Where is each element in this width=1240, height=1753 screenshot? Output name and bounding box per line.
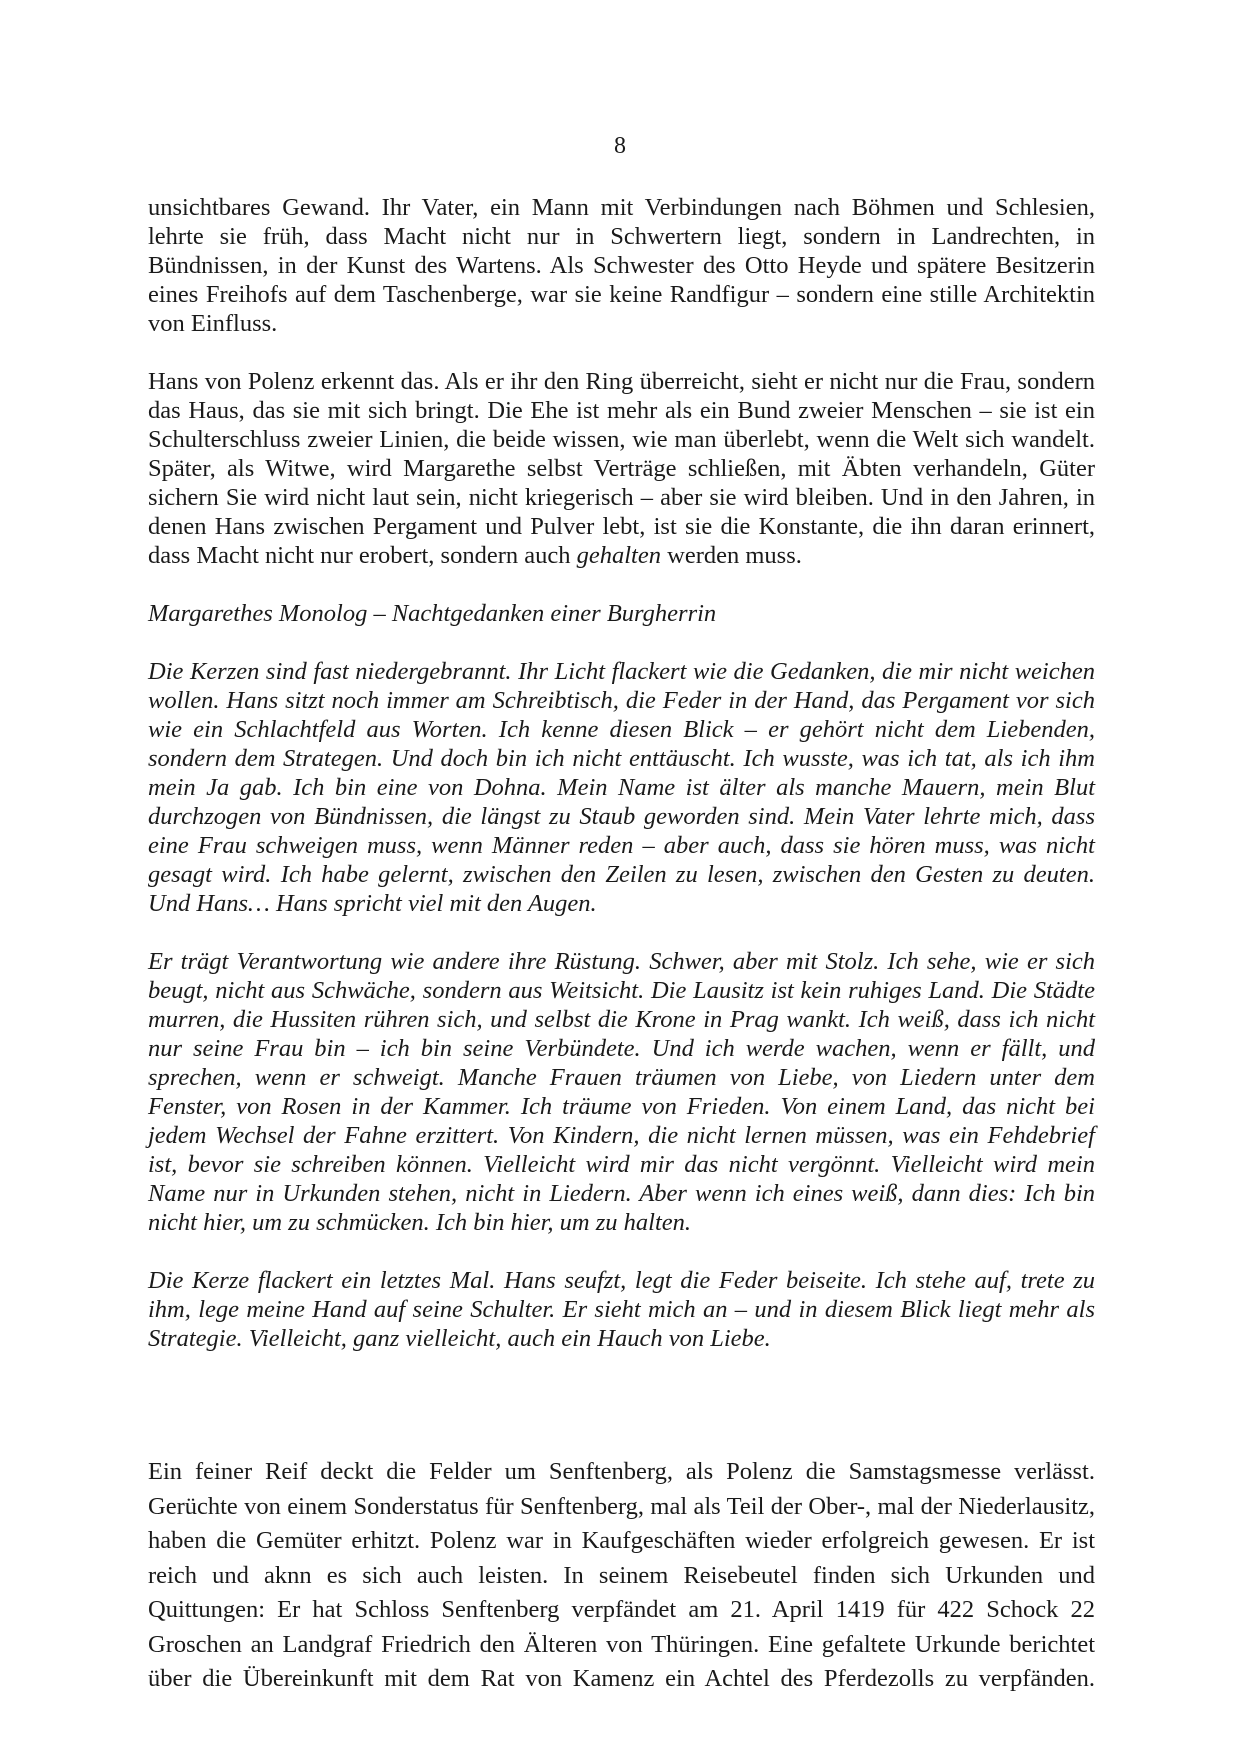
monologue-paragraph-closing: Die Kerze flackert ein letztes Mal. Hans seufzt, legt die Feder beiseite. Ich stehe auf, trete zu ihm, lege meine Hand auf seine Schulter. Er sieht mich an – und in diesem Blick liegt mehr als Strategie. Vielleicht, ganz vielleicht, auch ein Hauch von Liebe. <box>148 1267 1095 1352</box>
monologue-heading: Margarethes Monolog – Nachtgedanken einer Burgherrin <box>148 600 717 627</box>
paragraph-senftenberg: Ein feiner Reif deckt die Felder um Senftenberg, als Polenz die Samstagsmesse verlässt. Gerüchte von einem Sonderstatus für Senftenberg, mal als Teil der Ober-, mal der Niederlausitz, haben die Gemüter erhitzt. Polenz war in Kaufgeschäften wieder erfolgreich gewesen. Er ist reich und aknn es sich auch leisten. In seinem Reisebeutel finden sich Urkunden und Quittungen: Er hat Schloss Senftenberg verpfändet am 21. April 1419 für 422 Schock 22 Groschen an Landgraf Friedrich den Älteren von Thüringen. Eine gefaltete Urkunde berichtet über die Übereinkunft mit dem Rat von Kamenz ein Achtel des Pferdezolls zu verpfänden. <box>148 1458 1095 1692</box>
paragraph-marriage <box>148 367 1095 570</box>
paragraph-father-lessons: unsichtbares Gewand. Ihr Vater, ein Mann mit Verbindungen nach Böhmen und Schlesien, lehrte sie früh, dass Macht nicht nur in Schwertern liegt, sondern in Landrechten, in Bündnissen, in der Kunst des Wartens. Als Schwester des Otto Heyde und spätere Besitzerin eines Freihofs auf dem Taschenberge, war sie keine Randfigur – sondern eine stille Architektin von Einfluss. <box>148 194 1095 337</box>
paragraph-marriage-text: Hans von Polenz erkennt das. Als er ihr den Ring überreicht, sieht er nicht nur die Frau, sondern das Haus, das sie mit sich bringt. Die Ehe ist mehr als ein Bund zweier Menschen – sie ist ein Schulterschluss zweier Linien, die beide wissen, wie man überlebt, wenn die Welt sich wandelt. Später, als Witwe, wird Margarethe selbst Verträge schließen, mit Äbten verhandeln, Güter sichern Sie wird nicht laut sein, nicht kriegerisch – aber sie wird bleiben. Und in den Jahren, in denen Hans zwischen Pergament und Pulver lebt, ist sie die Konstante, die ihn daran erinnert, dass Macht nicht nur erobert, sondern auch <box>148 368 1095 569</box>
emphasis-gehalten: gehalten <box>576 542 661 569</box>
monologue-paragraph-candles: Die Kerzen sind fast niedergebrannt. Ihr Licht flackert wie die Gedanken, die mir nicht weichen wollen. Hans sitzt noch immer am Schreibtisch, die Feder in der Hand, das Pergament vor sich wie ein Schlachtfeld aus Worten. Ich kenne diesen Blick – er gehört nicht dem Liebenden, sondern dem Strategen. Und doch bin ich nicht enttäuscht. Ich wusste, was ich tat, als ich ihm mein Ja gab. Ich bin eine von Dohna. Mein Name ist älter als manche Mauern, mein Blut durchzogen von Bündnissen, die längst zu Staub geworden sind. Mein Vater lehrte mich, dass eine Frau schweigen muss, wenn Männer reden – aber auch, dass sie hören muss, was nicht gesagt wird. Ich habe gelernt, zwischen den Zeilen zu lesen, zwischen den Gesten zu deuten. Und Hans… Hans spricht viel mit den Augen. <box>148 658 1095 917</box>
page-number: 8 <box>614 133 626 159</box>
monologue-paragraph-responsibility: Er trägt Verantwortung wie andere ihre Rüstung. Schwer, aber mit Stolz. Ich sehe, wie er sich beugt, nicht aus Schwäche, sondern aus Weitsicht. Die Lausitz ist kein ruhiges Land. Die Städte murren, die Hussiten rühren sich, und selbst die Krone in Prag wankt. Ich weiß, dass ich nicht nur seine Frau bin – ich bin seine Verbündete. Und ich werde wachen, wenn er fällt, und sprechen, wenn er schweigt. Manche Frauen träumen von Liebe, von Liedern unter dem Fenster, von Rosen in der Kammer. Ich träume von Frieden. Von einem Land, das nicht bei jedem Wechsel der Fahne erzittert. Von Kindern, die nicht lernen müssen, was ein Fehdebrief ist, bevor sie schreiben können. Vielleicht wird mir das nicht vergönnt. Vielleicht wird mein Name nur in Urkunden stehen, nicht in Liedern. Aber wenn ich eines weiß, dann dies: Ich bin nicht hier, um zu schmücken. Ich bin hier, um zu halten. <box>148 948 1095 1236</box>
document-body <box>148 193 1095 1697</box>
paragraph-marriage-end: werden muss. <box>661 542 802 569</box>
